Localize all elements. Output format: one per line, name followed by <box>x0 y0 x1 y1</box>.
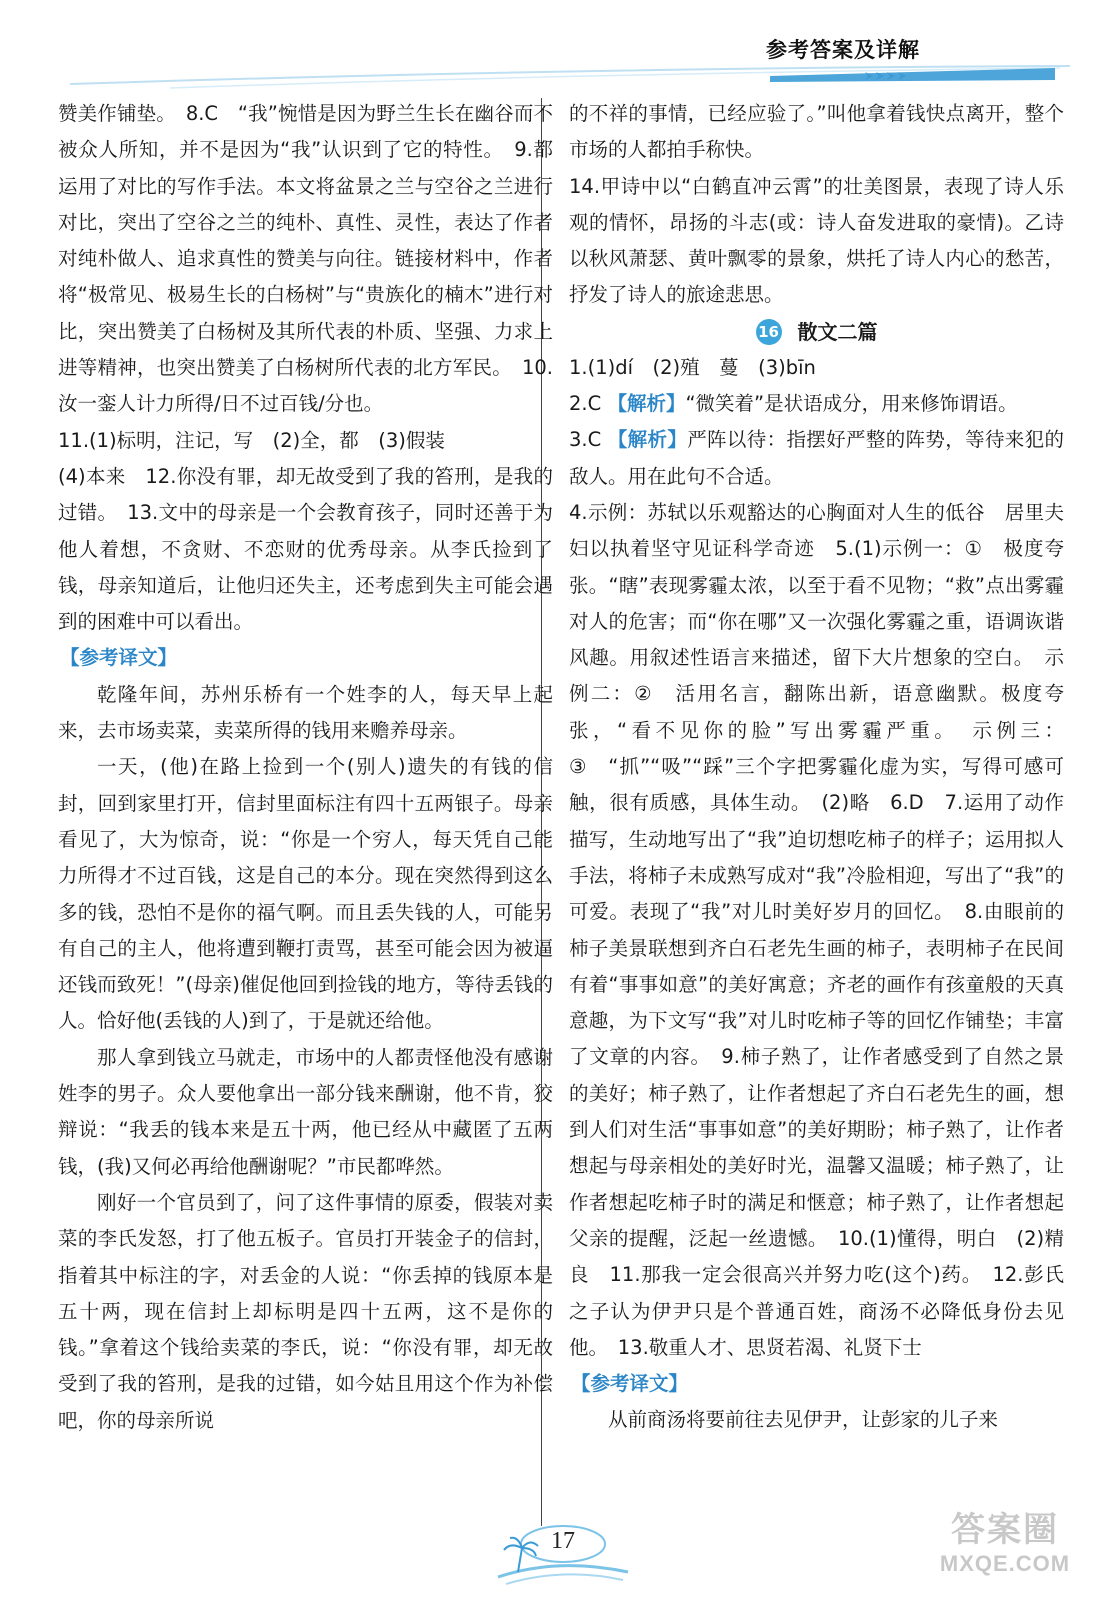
answer-3 <box>569 422 1064 495</box>
translation-tag: 【参考译文】 <box>571 1372 689 1396</box>
watermark-line-2: MXQE.COM <box>939 1551 1071 1576</box>
translation-paragraph: 那人拿到钱立马就走，市场中的人都责怪他没有感谢姓李的男子。众人要他拿出一部分钱来酬谢，他不肯，狡辩说：“我丢的钱本来是五十两，他已经从中藏匿了五两钱，(我)又何必再给他酬谢呢？”市民都哗然。 <box>58 1045 553 1178</box>
translation-paragraph: 乾隆年间，苏州乐桥有一个姓李的人，每天早上起来，去市场卖菜，卖菜所得的钱用来赡养母亲。 <box>58 682 553 743</box>
answer-3-number: 3.C <box>569 428 602 452</box>
right-column <box>569 96 1064 1439</box>
section-number-badge: 16 <box>756 319 782 345</box>
analysis-tag: 【解析】 <box>607 428 688 452</box>
answer-4-13: 4.示例：苏轼以乐观豁达的心胸面对人生的低谷 居里夫妇以执着坚守见证科学奇迹 5.(1)示例一：① 极度夸张。“瞎”表现雾霾太浓，以至于看不见物；“救”点出雾霾对人的危害；而“你在哪”又一次强化雾霾之重，语调诙谐风趣。用叙述性语言来描述，留下大片想象的空白。 示例二：② 活用名言，翻陈出新，语意幽默。极度夸张，“看不见你的脸”写出雾霾严重。 示例三：③ “抓”“吸”“踩”三个字把雾霾化虚为实，写得可感可触，很有质感，具体生动。 (2)略 6.D 7.运用了动作描写，生动地写出了“我”迫切想吃柿子的样子；运用拟人手法，将柿子未成熟写成对“我”冷脸相迎，写出了“我”的可爱。表现了“我”对儿时美好岁月的回忆。 8.由眼前的柿子美景联想到齐白石老先生画的柿子，表明柿子在民间有着“事事如意”的美好寓意；齐老的画作有孩童般的天真意趣，为下文写“我”对儿时吃柿子等的回忆作铺垫；丰富了文章的内容。 9.柿子熟了，让作者感受到了自然之景的美好；柿子熟了，让作者想起了齐白石老先生的画，想到人们对生活“事事如意”的美好期盼；柿子熟了，让作者想起与母亲相处的美好时光，温馨又温暖；柿子熟了，让作者想起吃柿子时的满足和惬意；柿子熟了，让作者想起父亲的提醒，泛起一丝遗憾。 10.(1)懂得，明白 (2)精良 11.那我一定会很高兴并努力吃(这个)药。 12.彭氏之子认为伊尹只是个普通百姓，商汤不必降低身份去见他。 13.敬重人才、思贤若渴、礼贤下士 <box>569 500 1064 1359</box>
answer-2-number: 2.C <box>569 392 602 416</box>
answer-3-text: 严阵以待：指摆好严整的阵势，等待来犯的敌人。用在此句不合适。 <box>569 428 1064 488</box>
answer-2 <box>569 386 1064 422</box>
answer-14: 14.甲诗中以“白鹤直冲云霄”的壮美图景，表现了诗人乐观的情怀，昂扬的斗志(或：诗人奋发进取的豪情)。乙诗以秋风萧瑟、黄叶飘零的景象，烘托了诗人内心的愁苦，抒发了诗人的旅途悲思。 <box>569 174 1064 307</box>
answer-1: 1.(1)dí (2)殖 蔓 (3)bīn <box>569 355 816 379</box>
answer-block-1: 赞美作铺垫。 8.C “我”惋惜是因为野兰生长在幽谷而不被众人所知，并不是因为“我”认识到了它的特性。 9.都运用了对比的写作手法。本文将盆景之兰与空谷之兰进行对比，突出了空谷之兰的纯朴、真性、灵性，表达了作者对纯朴做人、追求真性的赞美与向往。链接材料中，作者将“极常见、极易生长的白杨树”与“贵族化的楠木”进行对比，突出赞美了白杨树及其所代表的朴质、坚强、力求上进等精神，也突出赞美了白杨树所代表的北方军民。 10.汝一銮人计力所得/日不过百钱/分也。 <box>58 102 553 416</box>
section-title: 散文二篇 <box>797 319 878 344</box>
watermark-logo <box>920 1502 1090 1582</box>
analysis-tag: 【解析】 <box>607 392 686 416</box>
page-number-area <box>478 1522 638 1592</box>
answer-2-text: “微笑着”是状语成分，用来修饰谓语。 <box>685 392 1018 416</box>
translation-continued: 的不祥的事情，已经应验了。”叫他拿着钱快点离开，整个市场的人都拍手称快。 <box>569 102 1064 162</box>
translation-paragraph: 从前商汤将要前往去见伊尹，让彭家的儿子来 <box>608 1408 999 1432</box>
header-title: 参考答案及详解 <box>766 38 920 62</box>
left-column <box>58 96 553 1439</box>
translation-paragraph: 刚好一个官员到了，问了这件事情的原委，假装对卖菜的李氏发怒，打了他五板子。官员打开装金子的信封，指着其中标注的字，对丢金的人说：“你丢掉的钱原本是五十两，现在信封上却标明是四十五两，这不是你的钱。”拿着这个钱给卖菜的李氏，说：“你没有罪，却无故受到了我的笞刑，是我的过错，如今姑且用这个作为补偿吧，你的母亲所说 <box>58 1190 553 1432</box>
header-decoration <box>70 62 1070 92</box>
watermark-line-1: 答案圈 <box>951 1511 1059 1549</box>
section-heading <box>569 314 1064 350</box>
translation-paragraph: 一天，(他)在路上捡到一个(别人)遗失的有钱的信封，回到家里打开，信封里面标注有四十五两银子。母亲看见了，大为惊奇，说：“你是一个穷人，每天凭自己能力所得才不过百钱，这是自己的本分。现在突然得到这么多的钱，恐怕不是你的福气啊。而且丢失钱的人，可能另有自己的主人，他将遭到鞭打责骂，甚至可能会因为被逼还钱而致死！”(母亲)催促他回到捡钱的地方，等待丢钱的人。恰好他(丢钱的人)到了，于是就还给他。 <box>58 755 553 1033</box>
answer-block-2: 11.(1)标明，注记，写 (2)全，都 (3)假装 <box>58 428 445 452</box>
page-number: 17 <box>551 1528 575 1554</box>
answer-block-3: (4)本来 12.你没有罪，却无故受到了我的笞刑，是我的过错。 13.文中的母亲是一个会教育孩子，同时还善于为他人着想，不贪财、不恋财的优秀母亲。从李氏捡到了钱，母亲知道后，让他归还失主，还考虑到失主可能会遇到的困难中可以看出。 <box>58 464 553 634</box>
translation-tag: 【参考译文】 <box>60 646 178 670</box>
